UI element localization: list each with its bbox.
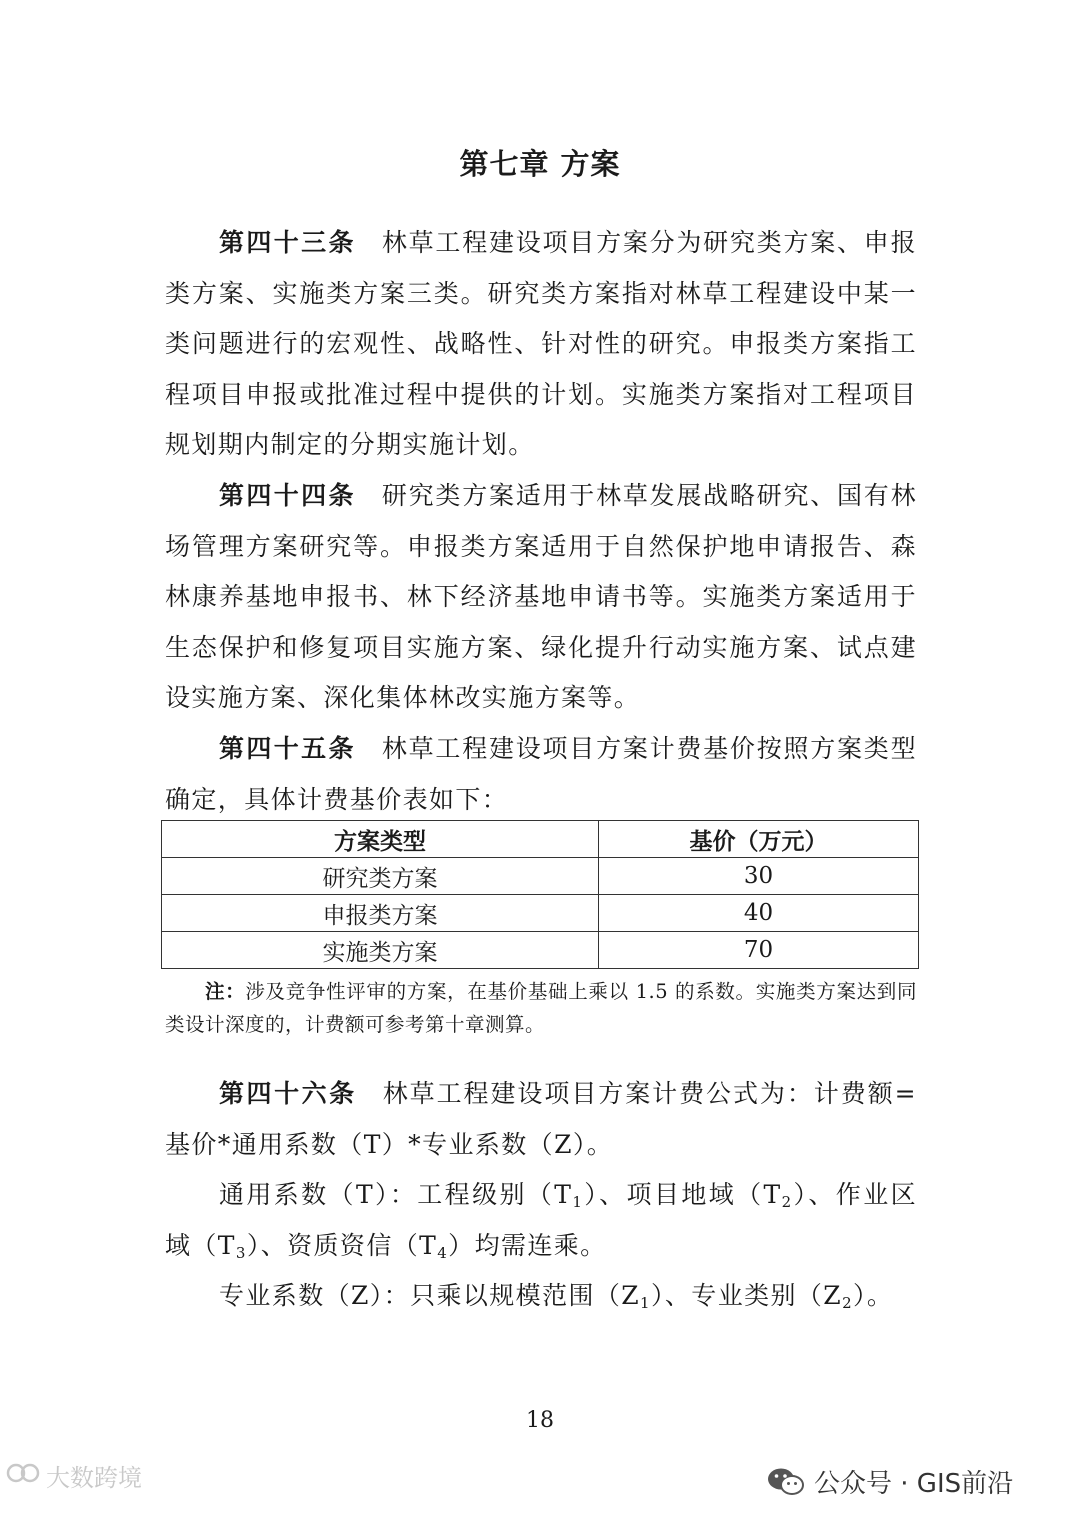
header-base-price: 基价（万元） — [599, 821, 919, 858]
general-coef-text: ）均需连乘。 — [448, 1230, 607, 1260]
special-coefficient-paragraph — [165, 1271, 917, 1322]
cell-plan-type: 实施类方案 — [162, 932, 599, 969]
note-label: 注： — [205, 980, 246, 1003]
page-number: 18 — [526, 1408, 554, 1433]
article-45-number: 第四十五条 — [219, 734, 356, 763]
cell-plan-type: 申报类方案 — [162, 895, 599, 932]
article-44 — [165, 471, 917, 724]
price-table-wrapper — [161, 820, 919, 969]
price-table — [161, 820, 919, 969]
cell-base-price: 40 — [599, 895, 919, 932]
table-row — [162, 858, 919, 895]
article-44-text: 研究类方案适用于林草发展战略研究、国有林场管理方案研究等。申报类方案适用于自然保护地申请报告、森林康养基地申报书、林下经济基地申请书等。实施类方案适用于生态保护和修复项目实施方案、绿化提升行动实施方案、试点建设实施方案、深化集体林改实施方案等。 — [165, 481, 917, 712]
subscript: 2 — [842, 1294, 854, 1312]
wechat-icon — [766, 1466, 806, 1498]
general-coef-text: ）、作业区域（T — [165, 1180, 917, 1260]
watermark-left-text: 大数跨境 — [46, 1464, 142, 1492]
subscript: 3 — [235, 1243, 247, 1262]
chapter-title: 第七章 方案 — [459, 147, 621, 181]
table-row — [162, 932, 919, 969]
special-coef-text: ）。 — [853, 1281, 894, 1310]
special-coef-text: 专业系数（Z）：只乘以规模范围（Z — [219, 1281, 641, 1310]
note-text: 涉及竞争性评审的方案，在基价基础上乘以 1.5 的系数。实施类方案达到同类设计深度的，计费额可参考第十章测算。 — [165, 980, 917, 1036]
article-46 — [165, 1069, 917, 1170]
watermark-right-text: 公众号 · GIS前沿 — [814, 1469, 1014, 1499]
special-coef-text: ）、专业类别（Z — [651, 1281, 843, 1310]
subscript: 4 — [437, 1243, 449, 1262]
general-coefficient-paragraph — [165, 1170, 917, 1271]
general-coef-text: 通用系数（T）：工程级别（T — [219, 1180, 573, 1209]
watermark-left — [6, 1458, 142, 1493]
cell-base-price: 70 — [599, 932, 919, 969]
article-43-number: 第四十三条 — [219, 228, 356, 257]
article-45-text: 林草工程建设项目方案计费基价按照方案类型确定，具体计费基价表如下： — [165, 734, 917, 814]
subscript: 1 — [640, 1294, 651, 1312]
table-header-row — [162, 821, 919, 858]
watermark-right — [766, 1463, 1013, 1500]
article-43 — [165, 218, 917, 471]
article-44-number: 第四十四条 — [219, 481, 356, 510]
table-row — [162, 895, 919, 932]
header-plan-type: 方案类型 — [162, 821, 599, 858]
table-note — [165, 975, 917, 1041]
article-46-number: 第四十六条 — [219, 1079, 357, 1108]
subscript: 1 — [572, 1193, 584, 1211]
cell-base-price: 30 — [599, 858, 919, 895]
watermark-logo-icon — [6, 1461, 40, 1491]
article-46-text: 林草工程建设项目方案计费公式为：计费额=基价*通用系数（T）*专业系数（Z）。 — [165, 1079, 917, 1159]
cell-plan-type: 研究类方案 — [162, 858, 599, 895]
subscript: 2 — [781, 1193, 793, 1211]
general-coef-text: ）、项目地域（T — [583, 1180, 782, 1209]
general-coef-text: ）、资质资信（T — [246, 1230, 438, 1260]
article-43-text: 林草工程建设项目方案分为研究类方案、申报类方案、实施类方案三类。研究类方案指对林草工程建设中某一类问题进行的宏观性、战略性、针对性的研究。申报类方案指工程项目申报或批准过程中提供的计划。实施类方案指对工程项目规划期内制定的分期实施计划。 — [165, 228, 917, 459]
article-45 — [165, 724, 917, 825]
